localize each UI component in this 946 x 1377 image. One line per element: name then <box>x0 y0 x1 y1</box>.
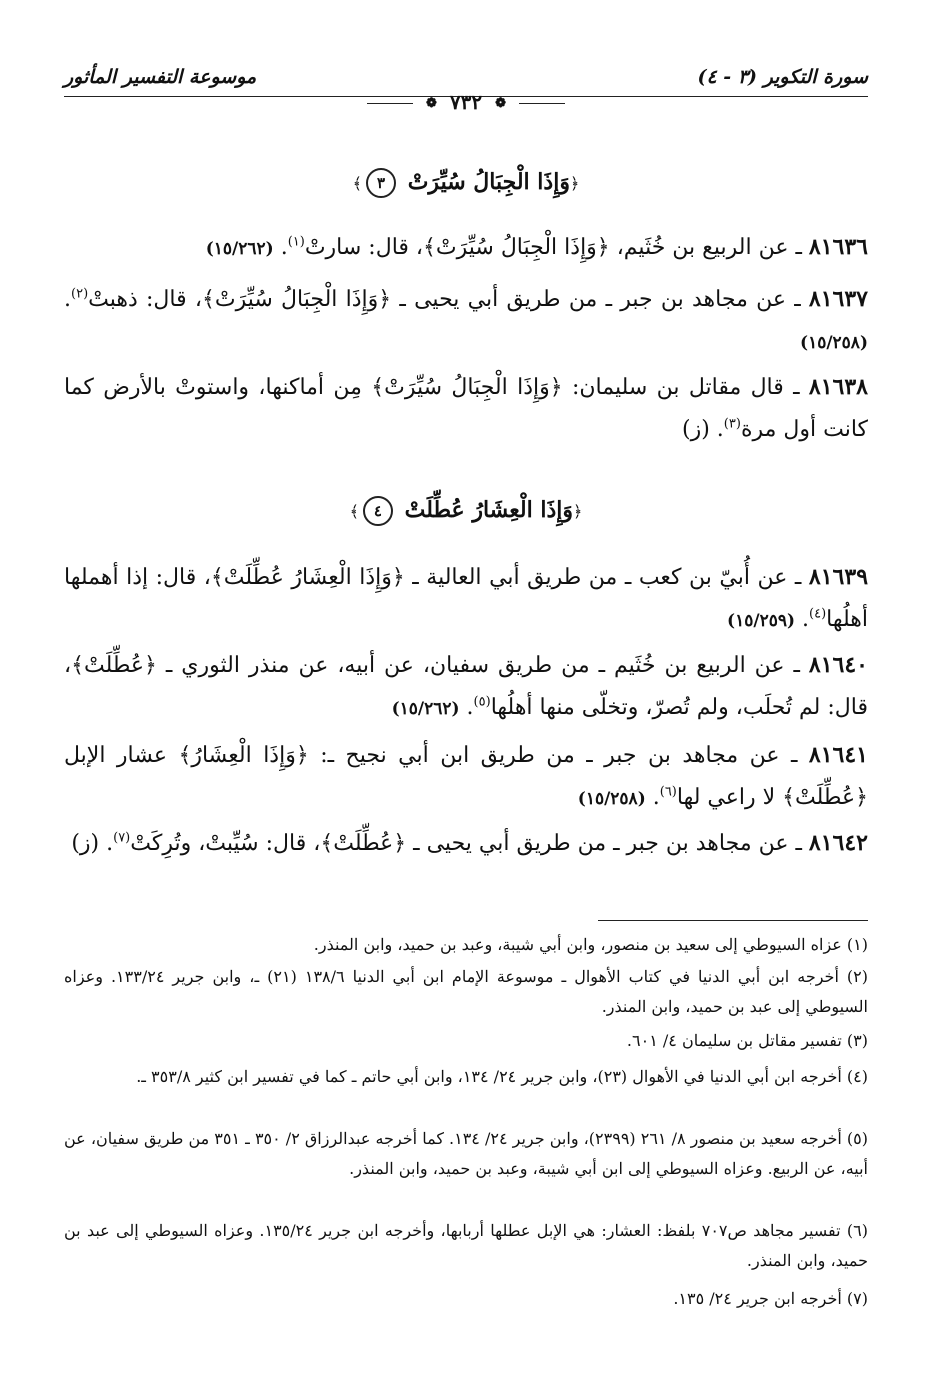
page-number-line <box>367 103 413 104</box>
narration-entry <box>64 734 868 820</box>
entry-tail: . <box>466 695 474 720</box>
entry-tail: . (ز) <box>682 417 724 442</box>
entry-number: ٨١٦٤١ <box>808 742 868 768</box>
entry-tail: . <box>64 287 71 312</box>
footnote: (٦) تفسير مجاهد ص٧٠٧ بلفظ: العشار: هي الإبل عطلها أربابها، وأخرجه ابن جرير ١٣٥/٢٤. وعزاه السيوطي إلى عبد بن حميد، وابن المنذر. <box>64 1221 869 1270</box>
verse-text: وَإِذَا الْعِشَارُ عُطِّلَتْ <box>404 497 574 523</box>
footnote: (٧) أخرجه ابن جرير ٢٤/ ١٣٥. <box>673 1289 868 1308</box>
page-number: ٧٣٢ <box>449 90 483 114</box>
footnote-separator <box>598 920 868 921</box>
narration-entry <box>64 278 868 364</box>
book-title: موسوعة التفسير المأثور <box>64 66 257 88</box>
source-ref: (١٥/٢٥٩) <box>727 611 796 631</box>
entry-number: ٨١٦٤٠ <box>808 652 868 678</box>
footnote: (١) عزاه السيوطي إلى سعيد بن منصور، وابن أبي شيبة، وعبد بن حميد، وابن المنذر. <box>313 935 868 954</box>
ornament-icon: ❁ <box>495 96 506 111</box>
entry-number: ٨١٦٣٨ <box>808 374 868 400</box>
entry-text: ـ عن أُبيّ بن كعب ـ من طريق أبي العالية ـ ﴿وَإِذَا الْعِشَارُ عُطِّلَتْ﴾، قال: إذا أهملها أهلُها <box>64 565 868 632</box>
surah-title: سورة التكوير (٣ - ٤) <box>697 66 868 88</box>
entry-text: ـ قال مقاتل بن سليمان: ﴿وَإِذَا الْجِبَالُ سُيِّرَتْ﴾ مِن أماكنها، واستوتْ بالأرض كما كانت أول مرة <box>64 375 868 442</box>
footnote-ref: (٥) <box>473 694 491 710</box>
footnote-ref: (٢) <box>71 286 89 302</box>
footnote-ref: (٦) <box>659 784 677 800</box>
ayah-number: ٤ <box>363 496 393 526</box>
footnote-ref: (٧) <box>113 830 131 846</box>
entry-tail: . <box>802 607 810 632</box>
source-ref: (١٥/٢٦٢) <box>205 239 274 259</box>
source-ref: (١٥/٢٦٢) <box>391 699 460 719</box>
page-number-line <box>519 103 565 104</box>
source-ref: (١٥/٢٥٨) <box>577 789 646 809</box>
verse-heading-2 <box>64 496 868 526</box>
ornament-icon: ❁ <box>426 96 437 111</box>
entry-number: ٨١٦٣٧ <box>808 286 868 312</box>
book-page <box>64 0 868 1377</box>
footnote: (٥) أخرجه سعيد بن منصور ٨/ ٢٦١ (٢٣٩٩)، وابن جرير ٢٤/ ١٣٤. كما أخرجه عبدالرزاق ٢/ ٣٥٠ ـ ٣٥١ من طريق سفيان، عن أبيه، عن الربيع. وعزاه السيوطي إلى ابن أبي شيبة، وعبد بن حميد، وابن المنذر. <box>64 1129 868 1178</box>
narration-entry <box>64 556 868 642</box>
footnote-ref: (١) <box>287 234 305 250</box>
bracket-open-icon: ﴿ <box>569 174 580 193</box>
entry-text: ـ عن الربيع بن خُثَيم ـ من طريق سفيان، عن أبيه، عن منذر الثوري ـ ﴿عُطِّلَتْ﴾، قال: لم تُحلَب، ولم تُصرّ، وتخلّى منها أهلُها <box>64 653 868 720</box>
narration-entry <box>64 226 868 270</box>
bracket-open-icon: ﴿ <box>573 502 583 521</box>
entry-number: ٨١٦٤٢ <box>808 830 868 856</box>
bracket-close-icon: ﴾ <box>352 174 363 193</box>
footnote: (٤) أخرجه ابن أبي الدنيا في الأهوال (٢٣)، وابن جرير ٢٤/ ١٣٤، وابن أبي حاتم ـ كما في تفسير ابن كثير ٣٥٣/٨ ـ. <box>136 1067 868 1086</box>
entry-text: ـ عن الربيع بن خُثَيم، ﴿وَإِذَا الْجِبَالُ سُيِّرَتْ﴾، قال: سارتْ <box>304 235 802 260</box>
source-ref: (١٥/٢٥٨) <box>800 333 868 353</box>
entry-number: ٨١٦٣٦ <box>808 234 868 260</box>
page-number-block <box>64 90 868 114</box>
narration-entry <box>64 366 868 451</box>
entry-tail: . (ز) <box>71 831 114 856</box>
verse-heading-1 <box>64 168 868 198</box>
entry-text: ـ عن مجاهد بن جبر ـ من طريق أبي يحيى ـ ﴿وَإِذَا الْجِبَالُ سُيِّرَتْ﴾، قال: ذهبتْ <box>88 287 801 312</box>
bracket-close-icon: ﴾ <box>349 502 359 521</box>
ayah-number: ٣ <box>366 168 396 198</box>
entry-tail: . <box>280 235 288 260</box>
narration-entry <box>64 822 868 865</box>
footnote: (٣) تفسير مقاتل بن سليمان ٤/ ٦٠١. <box>626 1031 868 1050</box>
entry-number: ٨١٦٣٩ <box>808 564 869 590</box>
narration-entry <box>64 644 868 730</box>
footnote-ref: (٣) <box>723 416 741 432</box>
footnote-ref: (٤) <box>809 606 827 622</box>
verse-text: وَإِذَا الْجِبَالُ سُيِّرَتْ <box>407 169 570 195</box>
footnote: (٢) أخرجه ابن أبي الدنيا في كتاب الأهوال ـ موسوعة الإمام ابن أبي الدنيا ١٣٨/٦ (٢١) ـ، وابن جرير ١٣٣/٢٤. وعزاه السيوطي إلى عبد بن حميد، وابن المنذر. <box>64 967 868 1016</box>
entry-text: ـ عن مجاهد بن جبر ـ من طريق أبي يحيى ـ ﴿عُطِّلَتْ﴾، قال: سُيِّبتْ، وتُرِكَتْ <box>130 831 802 856</box>
entry-tail: . <box>652 785 660 810</box>
entry-text: ـ عن مجاهد بن جبر ـ من طريق ابن أبي نجيح ـ: ﴿وَإِذَا الْعِشَارُ﴾ عشار الإبل ﴿عُطِّلَتْ﴾ لا راعي لها <box>64 743 868 810</box>
